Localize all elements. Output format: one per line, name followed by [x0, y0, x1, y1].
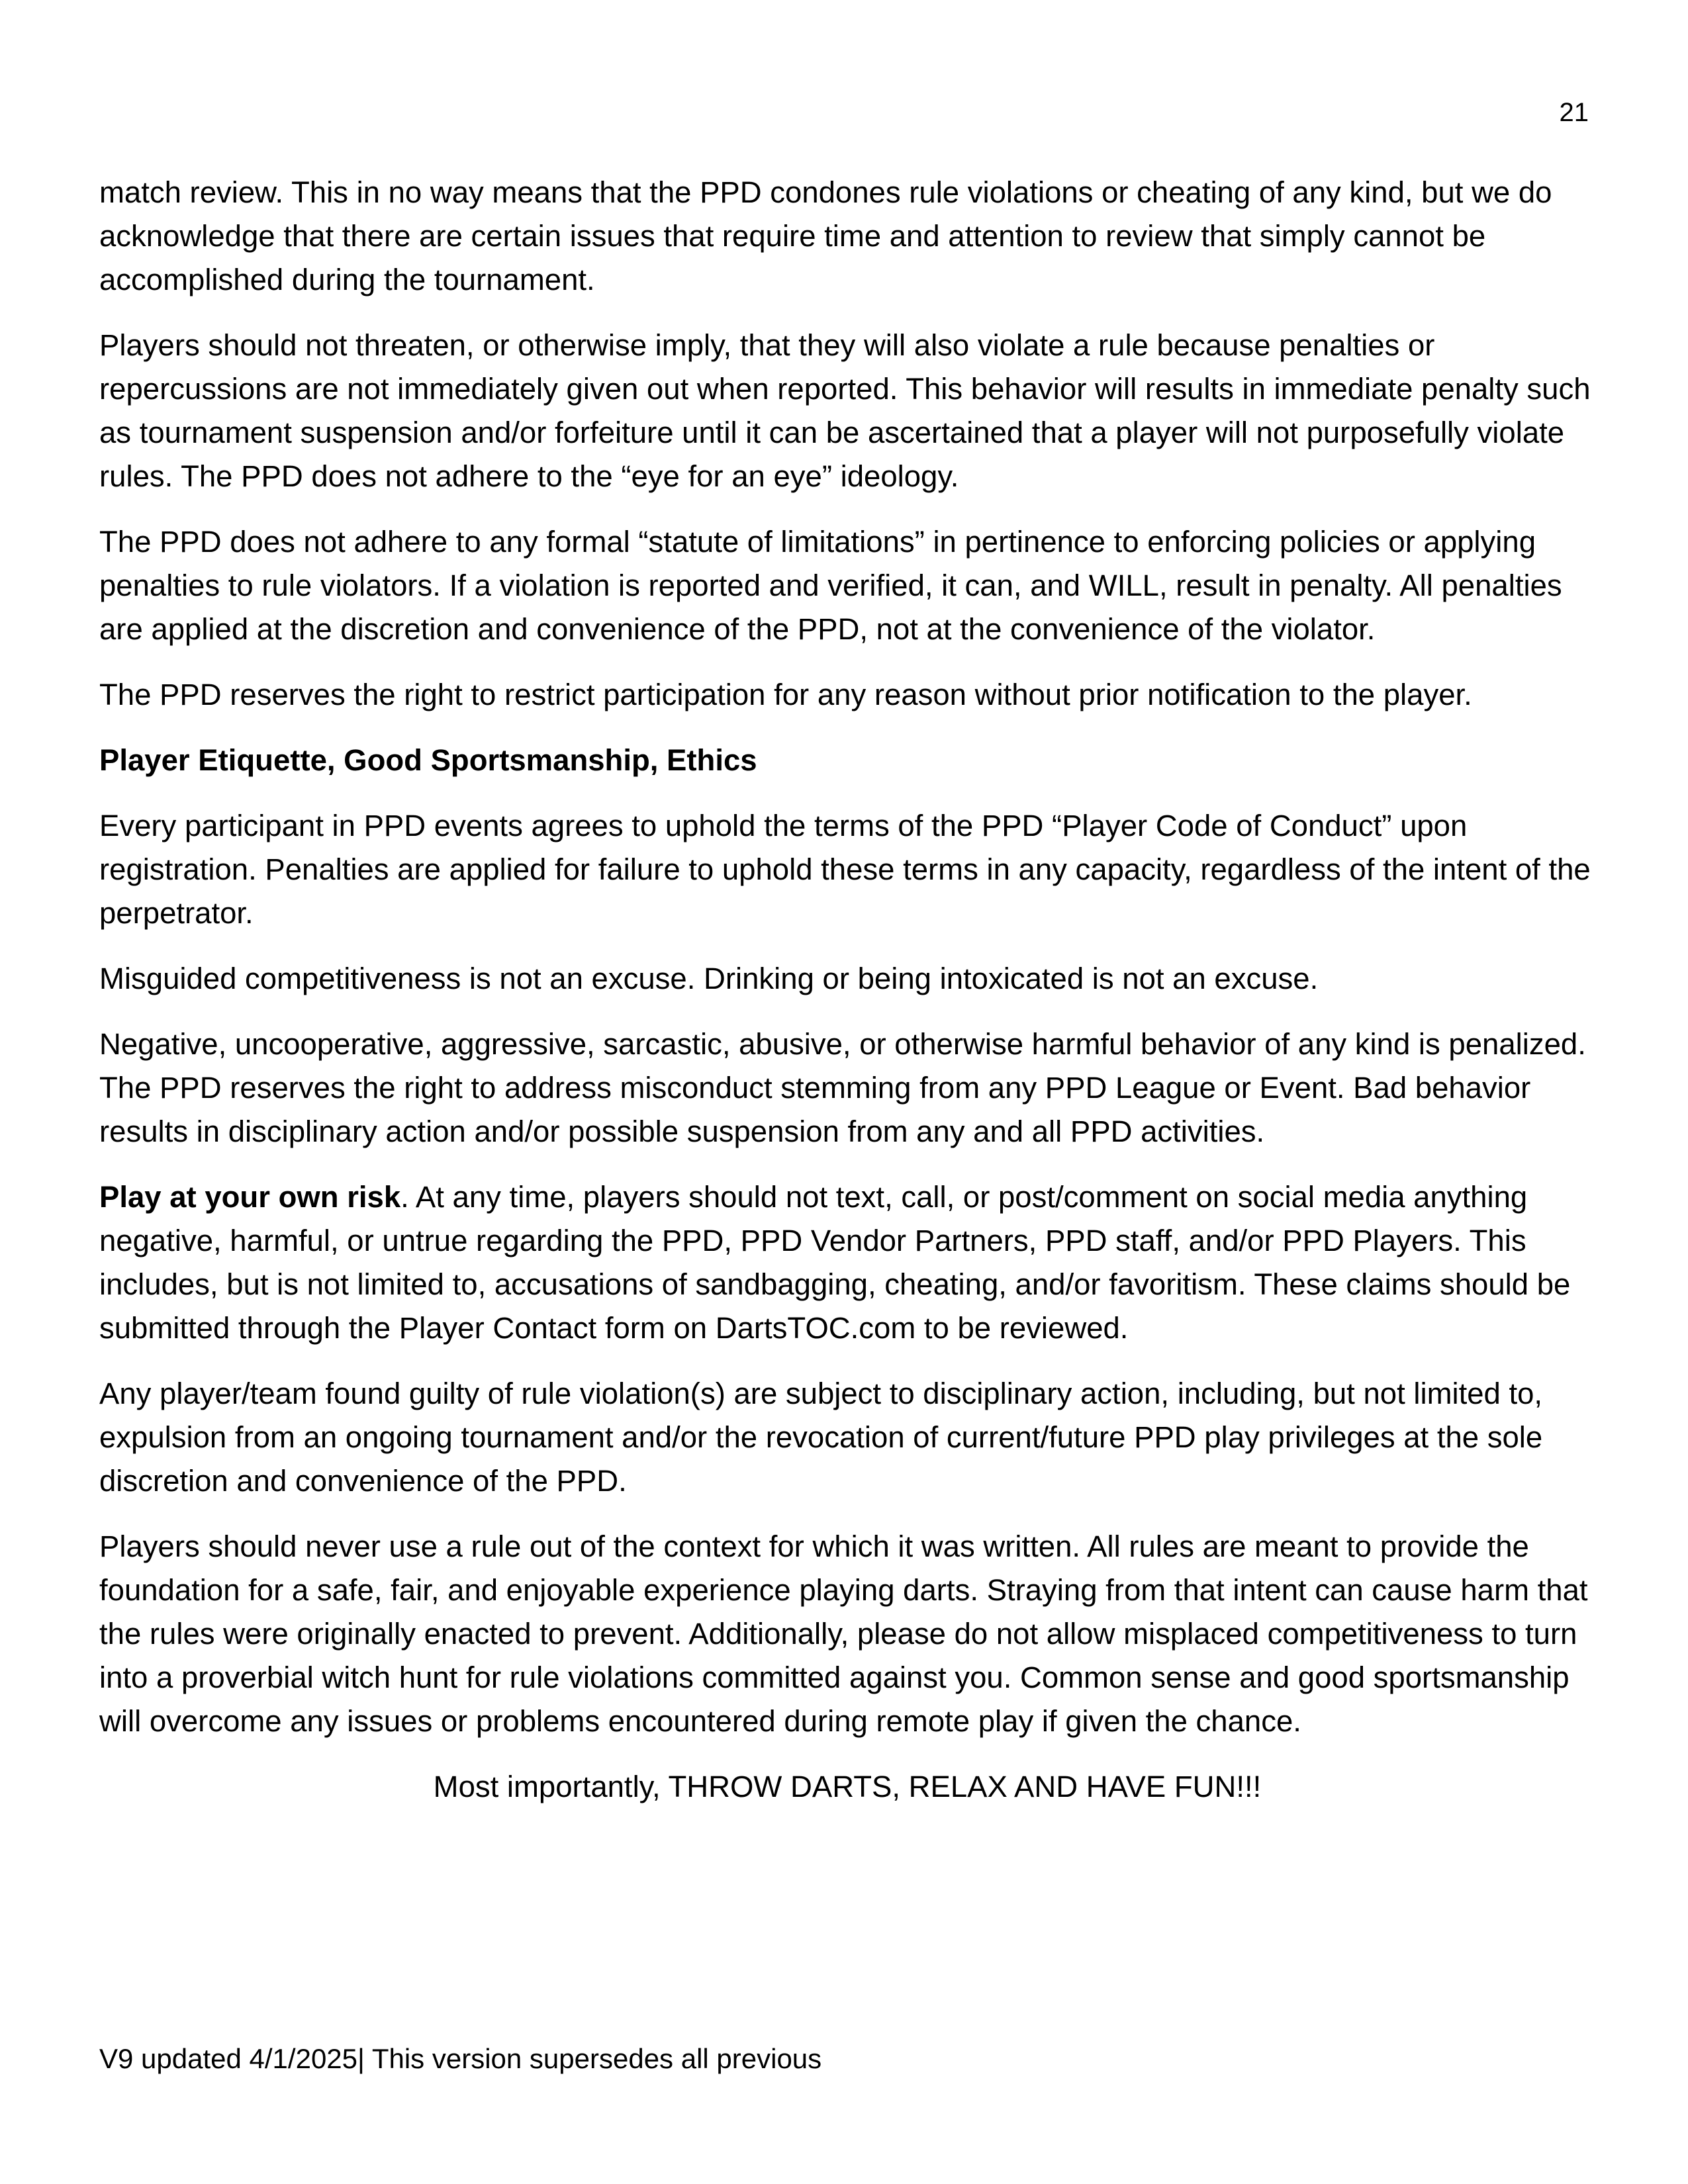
- paragraph-rule-context: Players should never use a rule out of the context for which it was written. All rules are meant to provide the foundation for a safe, fair, and enjoyable experience playing darts. Straying from that intent can cause harm that the rules were originally enacted to prevent. Additionally, please do not allow misplaced competitiveness to turn into a proverbial witch hunt for rule violations committed against you. Common sense and good sportsmanship will overcome any issues or problems encountered during remote play if given the chance.: [99, 1529, 1588, 1738]
- page-number: 21: [1559, 98, 1589, 127]
- section-heading-etiquette: Player Etiquette, Good Sportsmanship, Ethics: [99, 743, 757, 777]
- play-at-own-risk-emphasis: Play at your own risk: [99, 1180, 401, 1214]
- paragraph-negative-behavior: Negative, uncooperative, aggressive, sarcastic, abusive, or otherwise harmful behavior of any kind is penalized. The PPD reserves the right to address misconduct stemming from any PPD League or Event. Bad behavior results in disciplinary action and/or possible suspension from any and all PPD activities.: [99, 1027, 1586, 1148]
- paragraph-statute-of-limitations: The PPD does not adhere to any formal “statute of limitations” in pertinence to enforcing policies or applying penalties to rule violators. If a violation is reported and verified, it can, and WILL, result in penalty. All penalties are applied at the discretion and convenience of the PPD, not at the convenience of the violator.: [99, 525, 1562, 646]
- closing-message: Most importantly, THROW DARTS, RELAX AND HAVE FUN!!!: [433, 1770, 1262, 1803]
- paragraph-no-threats: Players should not threaten, or otherwise imply, that they will also violate a rule because penalties or repercussions are not immediately given out when reported. This behavior will results in immediate penalty such as tournament suspension and/or forfeiture until it can be ascertained that a player will not purposefully violate rules. The PPD does not adhere to the “eye for an eye” ideology.: [99, 328, 1591, 493]
- paragraph-code-of-conduct: Every participant in PPD events agrees to uphold the terms of the PPD “Player Code of Conduct” upon registration. Penalties are applied for failure to uphold these terms in any capacity, regardless of the intent of the perpetrator.: [99, 809, 1591, 930]
- paragraph-rule-violation-guilt: Any player/team found guilty of rule violation(s) are subject to disciplinary action, including, but not limited to, expulsion from an ongoing tournament and/or the revocation of current/future PPD play privileges at the sole discretion and convenience of the PPD.: [99, 1377, 1543, 1498]
- play-at-own-risk-text: . At any time, players should not text, call, or post/comment on social media anything negative, harmful, or untrue regarding the PPD, PPD Vendor Partners, PPD staff, and/or PPD Players. This includes, but is not limited to, accusations of sandbagging, cheating, and/or favoritism. These claims should be submitted through the Player Contact form on DartsTOC.com to be reviewed.: [99, 1180, 1571, 1345]
- footer-version: V9 updated 4/1/2025| This version supersedes all previous: [99, 2043, 822, 2074]
- paragraph-restrict-participation: The PPD reserves the right to restrict participation for any reason without prior notification to the player.: [99, 678, 1472, 711]
- paragraph-match-review: match review. This in no way means that the PPD condones rule violations or cheating of any kind, but we do acknowledge that there are certain issues that require time and attention to review that simply cannot be accomplished during the tournament.: [99, 175, 1552, 296]
- paragraph-play-at-own-risk: [99, 1175, 1595, 1350]
- document-body: [99, 171, 1595, 1831]
- paragraph-no-excuse: Misguided competitiveness is not an excuse. Drinking or being intoxicated is not an excuse.: [99, 962, 1319, 995]
